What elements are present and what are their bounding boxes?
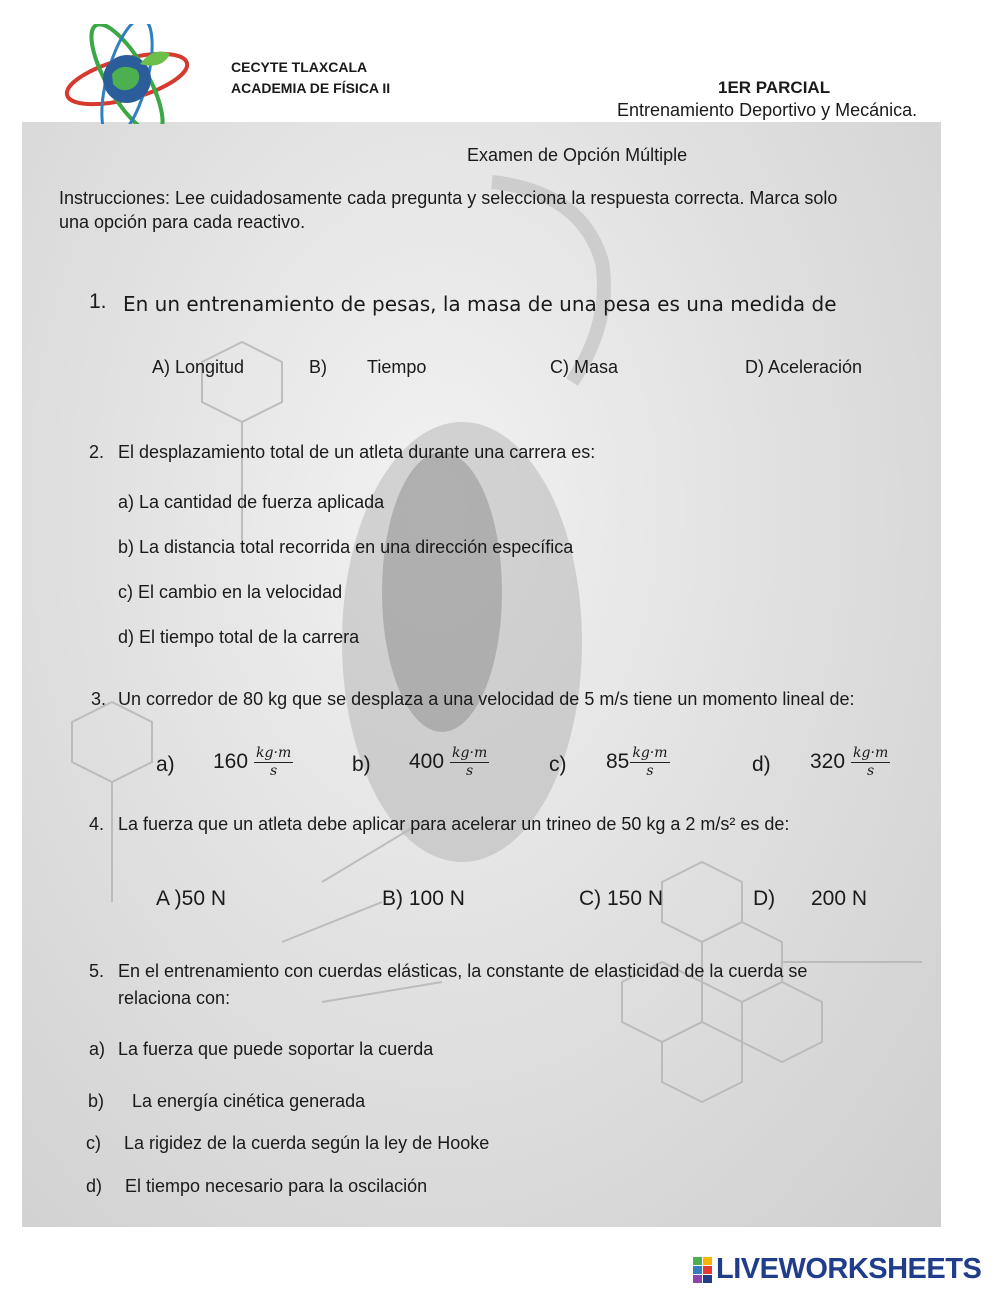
q3-number: 3. [91, 689, 107, 709]
course-name: Entrenamiento Deportivo y Mecánica. [617, 100, 918, 120]
q3-option-a[interactable] [213, 745, 293, 780]
school-name: CECYTE TLAXCALA [231, 59, 368, 75]
q4-option-a[interactable]: A )50 N [156, 887, 227, 910]
exam-title: Examen de Opción Múltiple [467, 145, 688, 165]
q3-option-a-letter[interactable]: a) [156, 753, 175, 776]
school-logo [52, 24, 202, 124]
q3-option-b-letter[interactable]: b) [352, 753, 371, 776]
q2-number: 2. [89, 442, 105, 462]
q2-option-d[interactable]: d) El tiempo total de la carrera [118, 627, 360, 647]
q1-option-a[interactable]: A) Longitud [152, 357, 245, 377]
q5-option-b-letter[interactable]: b) [88, 1091, 105, 1111]
q3-text: Un corredor de 80 kg que se desplaza a una velocidad de 5 m/s tiene un momento lineal de: [118, 689, 855, 709]
q3-option-c[interactable] [606, 745, 670, 780]
q3-option-c-unit: $\frac{kg\cdot m}{s}$ [632, 745, 668, 779]
background-image [22, 122, 941, 1227]
instructions-line-1: Instrucciones: Lee cuidadosamente cada pregunta y selecciona la respuesta correcta. Marca solo [59, 188, 838, 208]
q1-option-b-text[interactable]: Tiempo [367, 357, 427, 377]
q4-option-d-text[interactable]: 200 N [811, 887, 868, 910]
q3-option-d-value: 320 [810, 750, 846, 774]
atom-logo-icon [52, 24, 202, 124]
q4-option-b[interactable]: B) 100 N [382, 887, 465, 910]
chemistry-background-graphic [22, 122, 941, 1227]
q2-option-c[interactable]: c) El cambio en la velocidad [118, 582, 343, 602]
q2-text: El desplazamiento total de un atleta durante una carrera es: [118, 442, 596, 462]
q1-number: 1. [89, 290, 107, 313]
q4-option-d-letter[interactable]: D) [753, 887, 776, 910]
liveworksheets-brand[interactable]: LIVEWORKSHEETS [716, 1253, 982, 1285]
q2-option-a[interactable]: a) La cantidad de fuerza aplicada [118, 492, 385, 512]
q4-number: 4. [89, 814, 105, 834]
q1-option-d[interactable]: D) Aceleración [745, 357, 863, 377]
exam-period: 1ER PARCIAL [718, 78, 831, 97]
q3-option-c-value: 85 [606, 750, 630, 774]
q5-text-line-1: En el entrenamiento con cuerdas elásticas, la constante de elasticidad de la cuerda se [118, 961, 808, 981]
q3-option-c-letter[interactable]: c) [549, 753, 567, 776]
q3-option-d-letter[interactable]: d) [752, 753, 771, 776]
q3-option-b-value: 400 [409, 750, 445, 774]
q5-number: 5. [89, 961, 105, 981]
academy-name: ACADEMIA DE FÍSICA II [231, 80, 391, 96]
q5-option-c-letter[interactable]: c) [86, 1133, 101, 1153]
q5-option-d-letter[interactable]: d) [86, 1176, 103, 1196]
q3-option-b[interactable] [409, 745, 489, 780]
q5-option-a-letter[interactable]: a) [89, 1039, 106, 1059]
q3-option-d[interactable] [810, 745, 890, 780]
q3-option-a-value: 160 [213, 750, 249, 774]
q4-text: La fuerza que un atleta debe aplicar para acelerar un trineo de 50 kg a 2 m/s² es de: [118, 814, 790, 834]
q5-option-d-text[interactable]: El tiempo necesario para la oscilación [125, 1176, 428, 1196]
q5-option-c-text[interactable]: La rigidez de la cuerda según la ley de Hooke [124, 1133, 490, 1153]
q5-option-b-text[interactable]: La energía cinética generada [132, 1091, 366, 1111]
instructions-line-2: una opción para cada reactivo. [59, 212, 306, 232]
q5-text-line-2: relaciona con: [118, 988, 231, 1008]
liveworksheets-logo-icon [693, 1257, 713, 1283]
q4-option-c[interactable]: C) 150 N [579, 887, 664, 910]
q5-option-a-text[interactable]: La fuerza que puede soportar la cuerda [118, 1039, 434, 1059]
q1-option-b-letter[interactable]: B) [309, 357, 327, 377]
q1-option-c[interactable]: C) Masa [550, 357, 619, 377]
q2-option-b[interactable]: b) La distancia total recorrida en una dirección específica [118, 537, 574, 557]
q3-option-a-unit: $\frac{kg\cdot m}{s}$ [256, 745, 292, 779]
q1-text: En un entrenamiento de pesas, la masa de una pesa es una medida de [123, 292, 837, 316]
q3-option-d-unit: $\frac{kg\cdot m}{s}$ [853, 745, 889, 779]
q3-option-b-unit: $\frac{kg\cdot m}{s}$ [452, 745, 488, 779]
